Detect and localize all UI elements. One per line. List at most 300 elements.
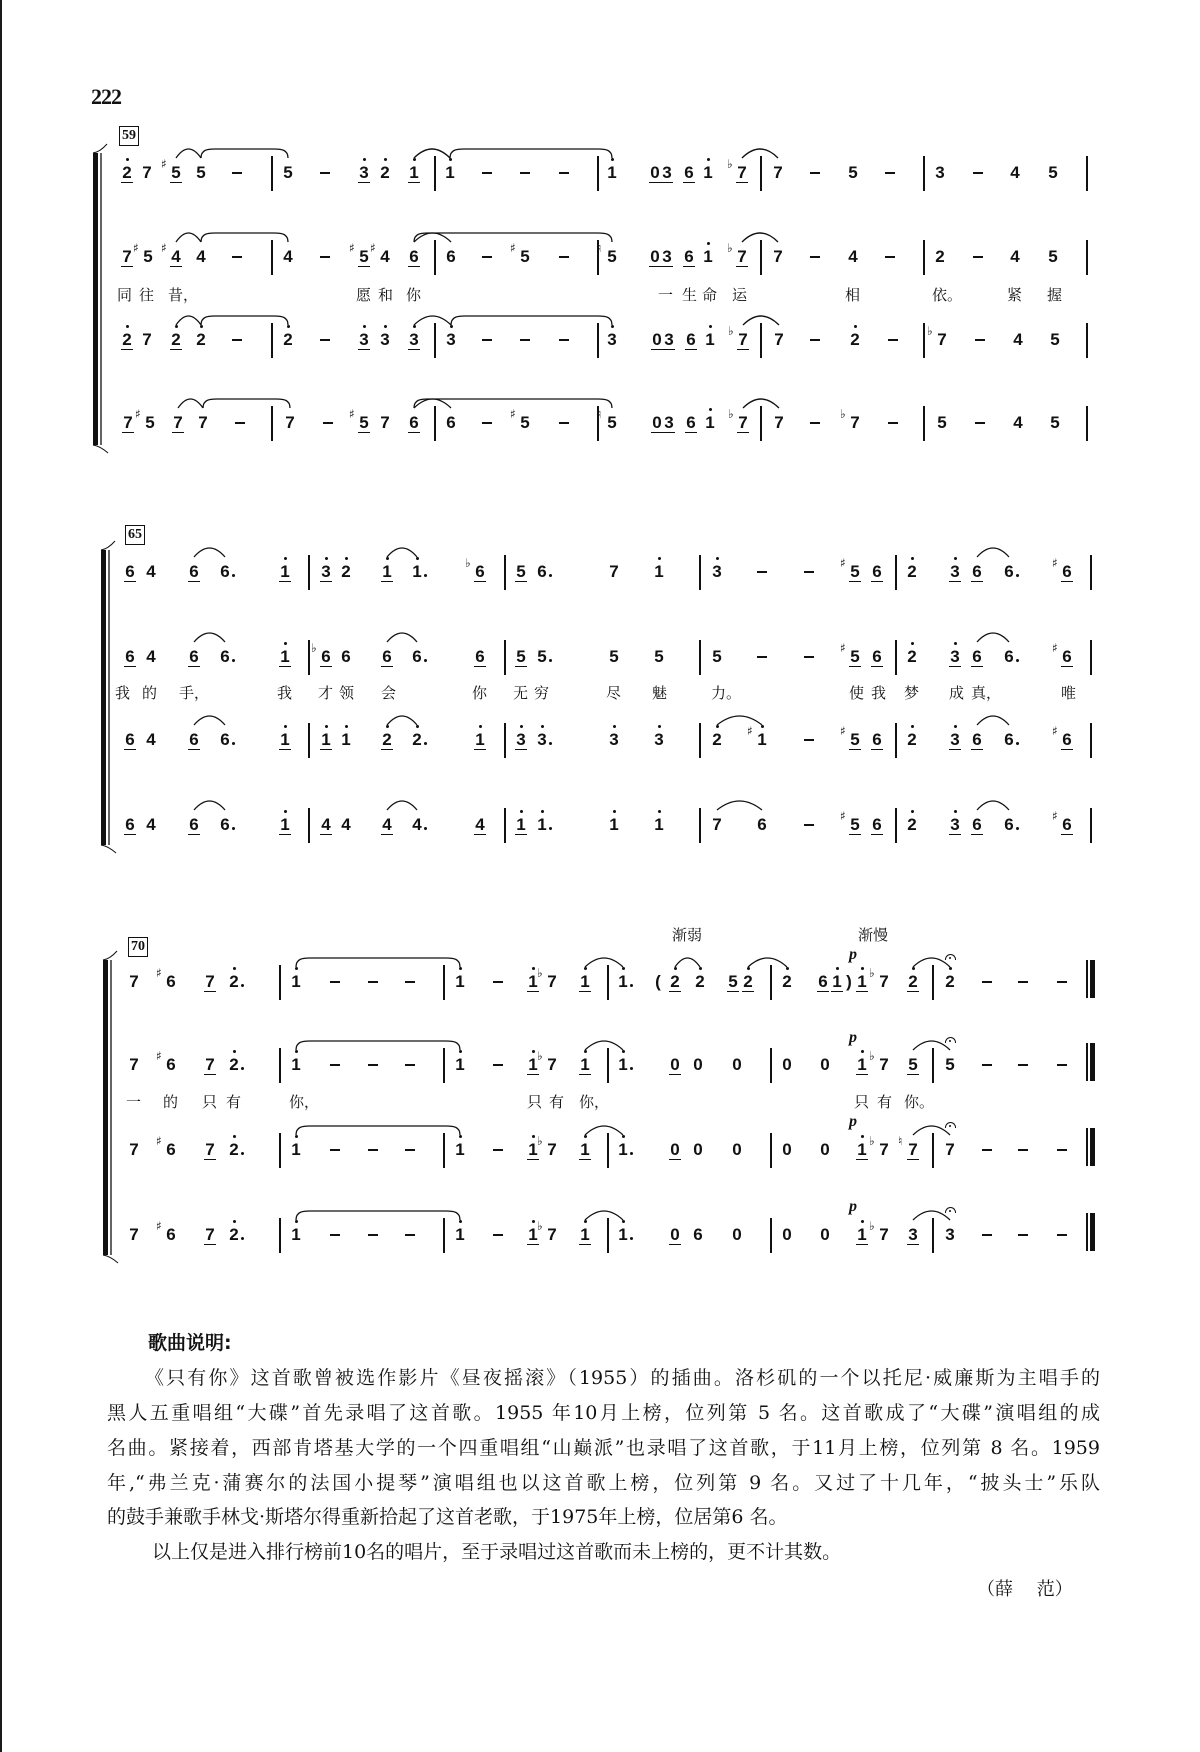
augmentation-dot <box>549 742 552 745</box>
augmentation-dot <box>232 659 235 662</box>
barline <box>271 240 273 275</box>
barline <box>443 1133 445 1168</box>
dash-line <box>482 256 492 258</box>
barline <box>443 965 445 1000</box>
barline <box>308 808 310 843</box>
dash-line <box>493 1064 503 1066</box>
note-value: 3 <box>950 647 960 667</box>
underline-beam <box>856 1159 868 1160</box>
note-value: 7 <box>879 1055 889 1075</box>
slur <box>585 958 623 967</box>
note-value: 2 <box>380 163 390 183</box>
octave-dot-above <box>658 725 661 728</box>
octave-dot-above <box>954 725 957 728</box>
note-value: 5 <box>520 247 530 267</box>
octave-dot-above <box>786 967 789 970</box>
accidental-sign: ♯ <box>156 966 162 980</box>
note-value: 6 <box>220 730 230 750</box>
note-value: 7 <box>380 413 390 433</box>
lyric-syllable: 只 <box>527 1093 543 1111</box>
note-value: 1 <box>516 815 526 835</box>
octave-dot-above <box>233 967 236 970</box>
description-line: 的鼓手兼歌手林戈·斯塔尔得重新拾起了这首老歌，于1975年上榜，位居第6 名。 <box>107 1506 788 1528</box>
underline-beam <box>515 834 527 835</box>
author-signature: （薛 范） <box>977 1579 1073 1600</box>
rest-value: 0 <box>732 1055 742 1075</box>
lyric-syllable: 一 <box>126 1093 142 1111</box>
note-value: 4 <box>146 815 156 835</box>
octave-dot-above <box>325 557 328 560</box>
accidental-sign: ♯ <box>510 241 516 255</box>
barline <box>1090 640 1092 675</box>
note-value: 5 <box>945 1055 955 1075</box>
slur <box>387 548 417 557</box>
note-value: 6 <box>382 647 392 667</box>
dash-line <box>232 339 242 341</box>
note-value: 7 <box>773 163 783 183</box>
note-value: 1 <box>857 972 867 992</box>
note-value: 4 <box>146 647 156 667</box>
dash-line <box>975 422 985 424</box>
octave-dot-above <box>716 557 719 560</box>
measure-number-box: 65 <box>125 525 145 545</box>
dash-line <box>810 172 820 174</box>
note-value: 1 <box>280 647 290 667</box>
dash-line <box>482 339 492 341</box>
dash-line <box>982 1064 992 1066</box>
octave-dot-above <box>861 967 864 970</box>
note-value: 5 <box>850 562 860 582</box>
dash-line <box>804 571 814 573</box>
lyric-syllable: 运 <box>732 286 748 304</box>
barline <box>434 406 436 441</box>
dash-line <box>320 172 330 174</box>
slur <box>977 548 1009 557</box>
dash-line <box>885 256 895 258</box>
underline-beam <box>907 1074 919 1075</box>
barline <box>923 323 925 358</box>
barline <box>271 323 273 358</box>
augmentation-dot <box>549 659 552 662</box>
bracket-curl-top <box>93 144 107 153</box>
slur <box>387 633 417 642</box>
octave-dot-above <box>611 325 614 328</box>
note-value: 1 <box>618 1055 628 1075</box>
augmentation-dot <box>232 742 235 745</box>
lyric-syllable: 相 <box>845 286 861 304</box>
note-value: 1 <box>291 1140 301 1160</box>
dash-line <box>330 1149 340 1151</box>
slur <box>675 958 700 967</box>
note-value: 5 <box>516 647 526 667</box>
note-value: 1 <box>341 730 351 750</box>
note-value: 3 <box>664 330 674 350</box>
accidental-sign: ♯ <box>135 407 141 421</box>
dash-line <box>975 339 985 341</box>
accidental-sign: ♭ <box>728 324 734 338</box>
note-value: 3 <box>609 730 619 750</box>
note-value: 7 <box>879 1225 889 1245</box>
dash-line <box>232 172 242 174</box>
note-value: 6 <box>446 413 456 433</box>
lyric-syllable: 有 <box>877 1093 893 1111</box>
accidental-sign: ♯ <box>161 157 167 171</box>
note-value: 6 <box>189 815 199 835</box>
accidental-sign: ♭ <box>869 1134 875 1148</box>
underline-beam <box>279 834 291 835</box>
note-value: 7 <box>547 972 557 992</box>
underline-beam <box>727 991 739 992</box>
underline-beam <box>683 266 695 267</box>
barline <box>308 640 310 675</box>
underline-beam <box>124 581 136 582</box>
augmentation-dot <box>232 827 235 830</box>
lyric-syllable: 你 <box>406 286 422 304</box>
underline-beam <box>971 834 983 835</box>
barline <box>1086 240 1088 275</box>
barline <box>607 1218 609 1253</box>
lyric-syllable: 唯 <box>1061 684 1077 702</box>
underline-beam <box>849 666 861 667</box>
slur <box>451 316 612 325</box>
dash-line <box>559 172 569 174</box>
lyric-syllable: 和 <box>378 286 394 304</box>
slur <box>296 1211 460 1220</box>
barline <box>308 555 310 590</box>
lyric-syllable: 穷 <box>534 684 550 702</box>
note-value: 6 <box>872 815 882 835</box>
dash-line <box>405 981 415 983</box>
octave-dot-above <box>747 967 750 970</box>
underline-beam <box>408 349 420 350</box>
rest-value: 0 <box>732 1140 742 1160</box>
note-value: 6 <box>686 413 696 433</box>
dash-line <box>804 824 814 826</box>
lyric-syllable: 我 <box>277 684 293 702</box>
accidental-sign: ♭ <box>728 407 734 421</box>
note-value: 2 <box>229 1225 239 1245</box>
accidental-sign: ♭ <box>927 324 933 338</box>
slur <box>450 149 612 158</box>
note-value: 5 <box>359 247 369 267</box>
barline <box>279 1048 281 1083</box>
lyric-syllable: 只 <box>854 1093 870 1111</box>
dash-line <box>888 422 898 424</box>
slur <box>178 399 203 408</box>
note-value: 6 <box>189 730 199 750</box>
note-value: 7 <box>738 413 748 433</box>
barline <box>504 640 506 675</box>
octave-dot-above <box>584 967 587 970</box>
dash-line <box>330 981 340 983</box>
note-value: 7 <box>712 815 722 835</box>
note-value: 6 <box>1062 815 1072 835</box>
barline <box>923 406 925 441</box>
octave-dot-above <box>459 967 462 970</box>
note-value: 1 <box>528 1055 538 1075</box>
dash-line <box>810 256 820 258</box>
underline-beam <box>849 834 861 835</box>
dash-line <box>1057 1149 1067 1151</box>
note-value: 1 <box>280 562 290 582</box>
note-value: 1 <box>857 1055 867 1075</box>
dash-line <box>232 256 242 258</box>
note-value: 6 <box>189 562 199 582</box>
octave-dot-above <box>584 1220 587 1223</box>
dynamic-piano: p <box>849 1113 857 1130</box>
note-value: 2 <box>196 330 206 350</box>
lyric-syllable: 紧 <box>1007 286 1023 304</box>
barline <box>308 723 310 758</box>
barline <box>607 1133 609 1168</box>
note-value: 2 <box>907 730 917 750</box>
lyric-syllable: 生 <box>682 286 698 304</box>
octave-dot-above <box>413 325 416 328</box>
slur <box>414 316 451 325</box>
note-value: 1 <box>528 1225 538 1245</box>
underline-beam <box>474 749 486 750</box>
lyric-syllable: 我 <box>871 684 887 702</box>
octave-dot-above <box>707 158 710 161</box>
underline-beam <box>279 666 291 667</box>
accidental-sign: ♭ <box>727 157 733 171</box>
accidental-sign: ♯ <box>156 1049 162 1063</box>
note-value: 3 <box>945 1225 955 1245</box>
underline-beam <box>579 1244 591 1245</box>
note-value: 4 <box>475 815 485 835</box>
underline-beam <box>685 432 697 433</box>
accidental-sign: ♭ <box>869 966 875 980</box>
note-value: 6 <box>818 972 828 992</box>
octave-dot-above <box>854 325 857 328</box>
barline <box>699 640 701 675</box>
underline-beam <box>358 349 370 350</box>
note-value: 7 <box>205 1140 215 1160</box>
accidental-sign: ♭ <box>537 1049 543 1063</box>
underline-beam <box>669 991 681 992</box>
note-value: 4 <box>341 815 351 835</box>
dynamic-piano: p <box>849 946 857 963</box>
dash-line <box>235 422 245 424</box>
accidental-sign: ♯ <box>840 556 846 570</box>
barline <box>443 1048 445 1083</box>
rest-value: 0 <box>820 1055 830 1075</box>
underline-beam <box>579 991 591 992</box>
underline-beam <box>871 581 883 582</box>
dash-line <box>493 981 503 983</box>
octave-dot-above <box>954 557 957 560</box>
slur <box>748 958 787 967</box>
dash-line <box>1018 1234 1028 1236</box>
note-value: 6 <box>1062 562 1072 582</box>
note-value: 6 <box>166 1225 176 1245</box>
note-value: 7 <box>773 247 783 267</box>
octave-dot-above <box>658 557 661 560</box>
octave-dot-above <box>384 325 387 328</box>
note-value: 5 <box>609 647 619 667</box>
note-value: 6 <box>475 562 485 582</box>
bracket-curl-bottom <box>103 1255 118 1263</box>
augmentation-dot <box>1016 742 1019 745</box>
rest-value: 0 <box>820 1140 830 1160</box>
note-value: 4 <box>382 815 392 835</box>
final-barline-thin <box>1086 960 1088 998</box>
description-line: 以上仅是进入排行榜前10名的唱片，至于录唱过这首歌而未上榜的，更不计其数。 <box>152 1541 842 1563</box>
note-value: 5 <box>1050 413 1060 433</box>
octave-dot-above <box>954 810 957 813</box>
dash-line <box>1018 1149 1028 1151</box>
note-value: 6 <box>693 1225 703 1245</box>
lyric-syllable: 才 <box>318 684 334 702</box>
underline-beam <box>651 432 663 433</box>
accidental-sign: ♭ <box>869 1049 875 1063</box>
dash-line <box>757 571 767 573</box>
barline <box>770 1048 772 1083</box>
accidental-sign: ♭ <box>869 1219 875 1233</box>
note-value: 3 <box>380 330 390 350</box>
accidental-sign: ♯ <box>133 241 139 255</box>
octave-dot-above <box>532 1220 535 1223</box>
note-value: 1 <box>455 972 465 992</box>
note-value: 4 <box>1013 413 1023 433</box>
note-value: 1 <box>618 1140 628 1160</box>
dash-line <box>493 1149 503 1151</box>
octave-dot-above <box>479 725 482 728</box>
slur <box>414 149 450 158</box>
augmentation-dot <box>1016 659 1019 662</box>
note-value: 6 <box>1004 647 1014 667</box>
note-value: 1 <box>857 1225 867 1245</box>
rest-value: 0 <box>670 1225 680 1245</box>
augmentation-dot <box>241 1067 244 1070</box>
description-line: 《只有你》这首歌曾被选作影片《昼夜摇滚》（1955）的插曲。洛杉矶的一个以托尼·威廉斯为主唱手的 <box>145 1367 1100 1389</box>
octave-dot-above <box>532 967 535 970</box>
slur <box>585 1211 623 1220</box>
note-value: 5 <box>145 413 155 433</box>
note-value: 2 <box>122 330 132 350</box>
note-value: 1 <box>321 730 331 750</box>
dash-line <box>559 256 569 258</box>
barline <box>699 723 701 758</box>
underline-beam <box>515 666 527 667</box>
underline-beam <box>669 1244 681 1245</box>
octave-dot-above <box>520 725 523 728</box>
accidental-sign: ♮ <box>898 1134 903 1148</box>
accidental-sign: ♭ <box>537 966 543 980</box>
note-value: 7 <box>738 330 748 350</box>
underline-beam <box>204 1074 216 1075</box>
dash-line <box>368 1149 378 1151</box>
underline-beam <box>474 581 486 582</box>
final-barline-thin <box>1086 1213 1088 1251</box>
accidental-sign: ♭ <box>537 1134 543 1148</box>
dash-line <box>982 1149 992 1151</box>
final-barline-thin <box>1086 1043 1088 1081</box>
octave-dot-above <box>233 1220 236 1223</box>
fermata-icon <box>945 1037 956 1043</box>
note-value: 1 <box>832 972 842 992</box>
note-value: 6 <box>1004 562 1014 582</box>
note-value: 6 <box>446 247 456 267</box>
note-value: 1 <box>580 972 590 992</box>
note-value: 6 <box>125 730 135 750</box>
barline <box>699 555 701 590</box>
note-value: 5 <box>850 647 860 667</box>
note-value: 6 <box>1062 730 1072 750</box>
underline-beam <box>170 182 182 183</box>
barline <box>932 965 934 1000</box>
slur <box>977 633 1009 642</box>
underline-beam <box>669 1074 681 1075</box>
accidental-sign: ♯ <box>747 724 753 738</box>
note-value: 7 <box>547 1225 557 1245</box>
octave-dot-above <box>450 325 453 328</box>
octave-dot-above <box>416 725 419 728</box>
note-value: 1 <box>280 730 290 750</box>
note-value: 7 <box>205 972 215 992</box>
dash-line <box>323 422 333 424</box>
underline-beam <box>1061 749 1073 750</box>
accidental-sign: ♭ <box>727 241 733 255</box>
note-value: 1 <box>857 1140 867 1160</box>
underline-beam <box>474 666 486 667</box>
underline-beam <box>381 581 393 582</box>
note-value: 5 <box>359 413 369 433</box>
underline-beam <box>408 266 420 267</box>
augmentation-dot <box>424 742 427 745</box>
barline <box>932 1218 934 1253</box>
note-value: 6 <box>475 647 485 667</box>
barline <box>279 965 281 1000</box>
note-value: 6 <box>972 647 982 667</box>
note-value: 7 <box>129 972 139 992</box>
dash-line <box>559 422 569 424</box>
note-value: 3 <box>662 247 672 267</box>
underline-beam <box>124 834 136 835</box>
barline <box>271 156 273 191</box>
barline <box>271 406 273 441</box>
note-value: 5 <box>283 163 293 183</box>
note-value: 2 <box>850 330 860 350</box>
note-value: 3 <box>935 163 945 183</box>
dash-line <box>810 422 820 424</box>
description-line: 年,“弗兰克·蒲赛尔的法国小提琴”演唱组也以这首歌上榜，位列第 9 名。又过了十几年，“披头士”乐队 <box>107 1472 1100 1494</box>
octave-dot-above <box>295 1135 298 1138</box>
lyric-syllable: 同 <box>117 286 133 304</box>
octave-dot-above <box>459 1135 462 1138</box>
underline-beam <box>661 266 673 267</box>
note-value: 4 <box>146 562 156 582</box>
note-value: 4 <box>1010 163 1020 183</box>
octave-dot-above <box>363 325 366 328</box>
underline-beam <box>1061 834 1073 835</box>
note-value: 3 <box>950 815 960 835</box>
octave-dot-above <box>541 810 544 813</box>
octave-dot-above <box>836 967 839 970</box>
underline-beam <box>907 1159 919 1160</box>
octave-dot-above <box>532 1050 535 1053</box>
slur <box>717 716 762 725</box>
underline-beam <box>949 666 961 667</box>
note-value: 3 <box>321 562 331 582</box>
note-value: 4 <box>146 730 156 750</box>
note-value: 6 <box>166 1140 176 1160</box>
note-value: 1 <box>455 1225 465 1245</box>
underline-beam <box>515 581 527 582</box>
note-value: 6 <box>872 730 882 750</box>
underline-beam <box>737 349 749 350</box>
barline <box>279 1133 281 1168</box>
